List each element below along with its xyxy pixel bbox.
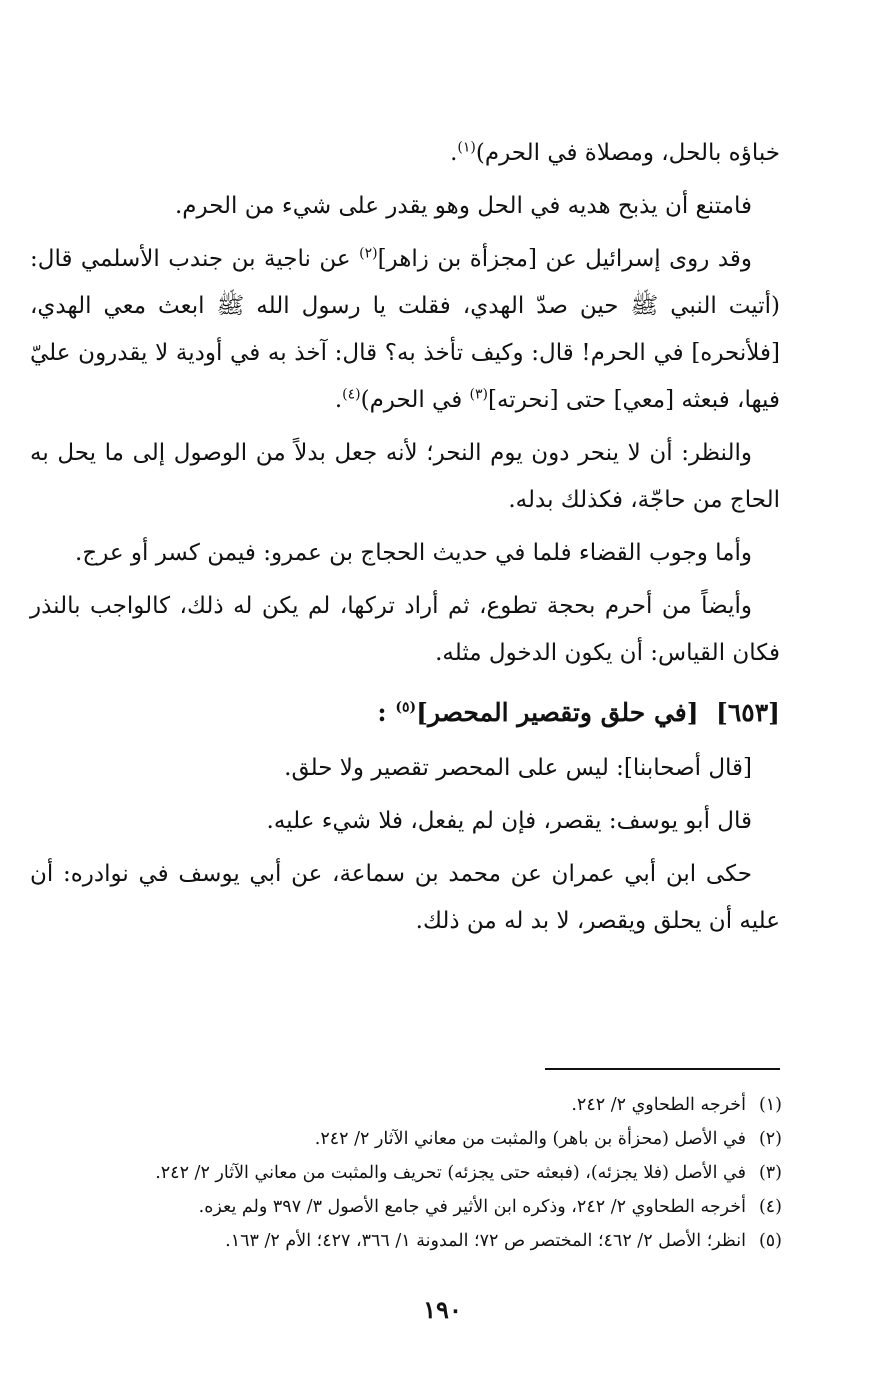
footnote xyxy=(20,1156,782,1190)
paragraph xyxy=(30,130,780,177)
body-text xyxy=(30,130,780,945)
footnote-ref: (٣) xyxy=(469,386,488,403)
footnote-number: (١) xyxy=(758,1095,782,1115)
footnote-number: (٢) xyxy=(758,1129,782,1149)
paragraph-tail: . xyxy=(334,387,343,413)
footnote-text: في الأصل (فلا يجزئه)، (فبعثه حتى يجزئه) تحريف والمثبت من معاني الآثار ٢/ ٢٤٢. xyxy=(155,1163,746,1183)
paragraph-text: [قال أصحابنا]: ليس على المحصر تقصير ولا حلق. xyxy=(284,755,752,781)
footnote-text: أخرجه الطحاوي ٢/ ٢٤٢. xyxy=(571,1095,746,1115)
paragraph-text: وأما وجوب القضاء فلما في حديث الحجاج بن عمرو: فيمن كسر أو عرج. xyxy=(75,540,752,566)
section-tail: : xyxy=(377,698,396,727)
footnote-divider xyxy=(545,1068,780,1070)
footnote-number: (٥) xyxy=(758,1231,782,1251)
main-text xyxy=(30,130,780,951)
paragraph xyxy=(30,236,780,424)
paragraph-text: فامتنع أن يذبح هديه في الحل وهو يقدر على شيء من الحرم. xyxy=(174,193,752,219)
paragraph-text: والنظر: أن لا ينحر دون يوم النحر؛ لأنه جعل بدلاً من الوصول إلى ما يحل به الحاج من حاجّة، فكذلك بدله. xyxy=(30,440,780,513)
footnote-text: أخرجه الطحاوي ٢/ ٢٤٢، وذكره ابن الأثير في جامع الأصول ٣/ ٣٩٧ ولم يعزه. xyxy=(198,1197,746,1217)
section-title: [في حلق وتقصير المحصر] xyxy=(416,698,699,727)
section-number: [٦٥٣] xyxy=(716,698,780,727)
paragraph-text: وقد روى إسرائيل عن [مجزأة بن زاهر] xyxy=(377,246,752,272)
paragraph xyxy=(30,530,780,577)
page-number: ١٩٠ xyxy=(423,1295,462,1324)
footnotes xyxy=(20,1088,782,1258)
footnote-number: (٤) xyxy=(758,1197,782,1217)
paragraph-text: حكى ابن أبي عمران عن محمد بن سماعة، عن أبي يوسف في نوادره: أن عليه أن يحلق ويقصر، لا بد له من ذلك. xyxy=(30,861,780,934)
paragraph-text: عن ناجية بن جندب الأسلمي قال: (أتيت النبي ﷺ حين صدّ الهدي، فقلت يا رسول الله ﷺ ابعث معي الهدي، [فلأنحره] في الحرم! قال: وكيف تأخذ به؟ قال: آخذ به في أودية لا يقدرون عليّ فيها، فبعثه [معي] حتى [نحرته] xyxy=(30,246,780,413)
paragraph xyxy=(30,583,780,677)
paragraph-text: خباؤه بالحل، ومصلاة في الحرم) xyxy=(475,140,780,166)
paragraph xyxy=(30,798,780,845)
footnote-ref: (٥) xyxy=(395,699,417,716)
footnote-number: (٣) xyxy=(758,1163,782,1183)
paragraph xyxy=(30,851,780,945)
footnote-text: في الأصل (محزأة بن باهر) والمثبت من معاني الآثار ٢/ ٢٤٢. xyxy=(314,1129,746,1149)
paragraph-text: في الحرم) xyxy=(360,387,470,413)
footnote xyxy=(20,1122,782,1156)
section-heading xyxy=(30,687,780,739)
footnote-text: انظر؛ الأصل ٢/ ٤٦٢؛ المختصر ص ٧٢؛ المدونة ١/ ٣٦٦، ٤٢٧؛ الأم ٢/ ١٦٣. xyxy=(225,1231,746,1251)
footnote xyxy=(20,1224,782,1258)
paragraph xyxy=(30,745,780,792)
paragraph-text: وأيضاً من أحرم بحجة تطوع، ثم أراد تركها، لم يكن له ذلك، كالواجب بالنذر فكان القياس: أن يكون الدخول مثله. xyxy=(30,593,780,666)
paragraph-tail: . xyxy=(450,140,458,166)
footnote xyxy=(20,1190,782,1224)
footnote-ref: (٢) xyxy=(359,245,378,262)
footnote xyxy=(20,1088,782,1122)
paragraph-text: قال أبو يوسف: يقصر، فإن لم يفعل، فلا شيء عليه. xyxy=(266,808,752,834)
paragraph xyxy=(30,183,780,230)
footnote-ref: (١) xyxy=(457,139,476,156)
footnote-ref: (٤) xyxy=(342,386,361,403)
paragraph xyxy=(30,430,780,524)
